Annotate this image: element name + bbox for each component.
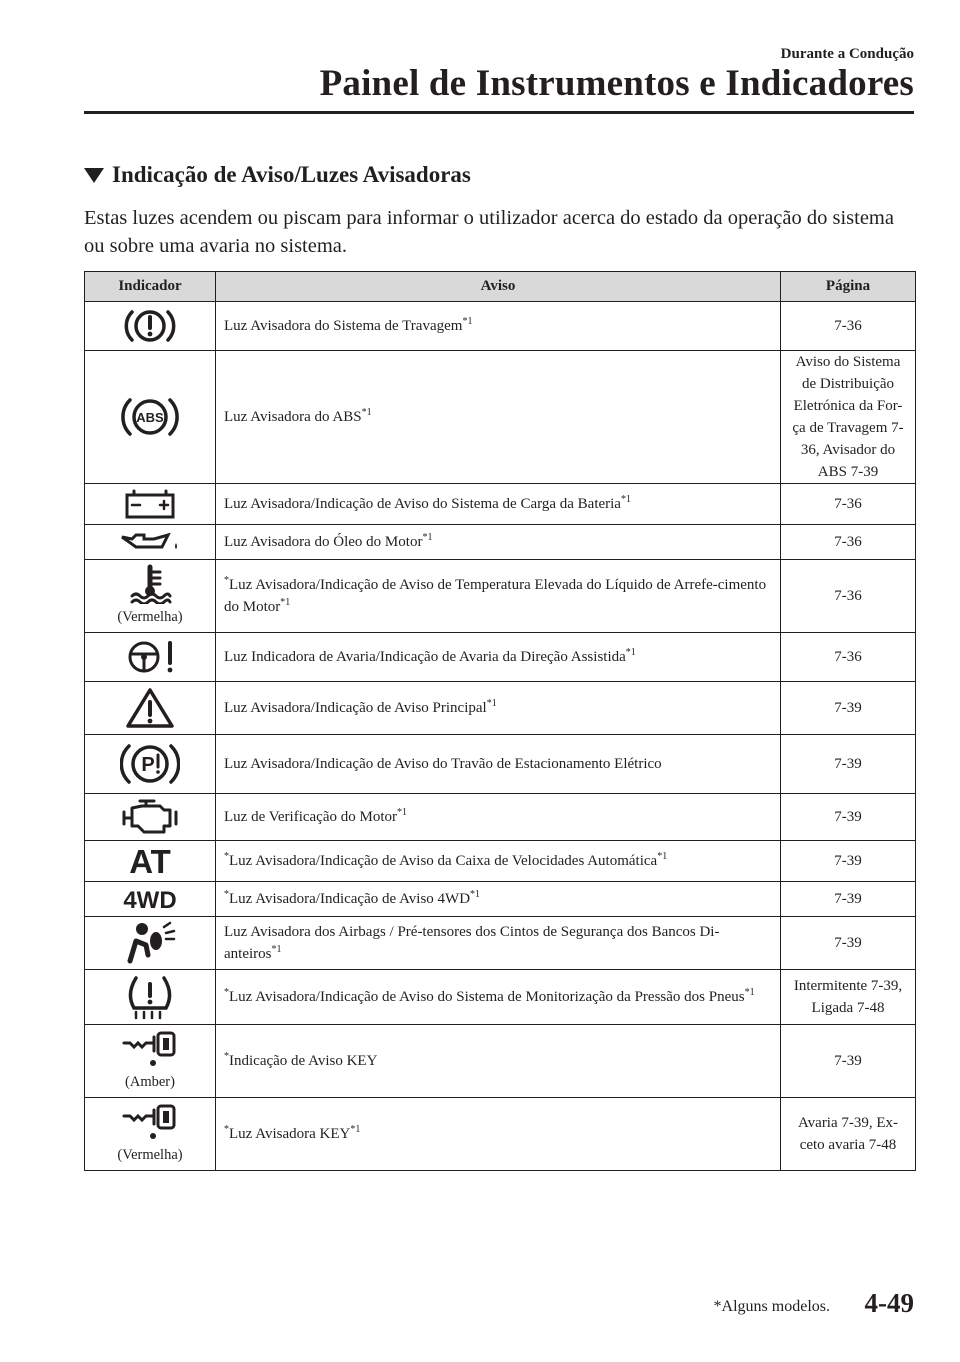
indicator-cell [85, 633, 216, 682]
indicator-cell [85, 1025, 216, 1098]
indicator-cell [85, 351, 216, 484]
table-row [85, 351, 916, 484]
master-warning-icon [124, 699, 176, 715]
footnote: *Alguns modelos. [713, 1298, 830, 1315]
table-row [85, 882, 916, 917]
table-row [85, 735, 916, 794]
warning-text: Luz Avisadora do ABS [224, 409, 362, 425]
running-header-chapter: Painel de Instrumentos e Indicadores [319, 63, 914, 104]
battery-icon [122, 495, 178, 511]
warning-text: Luz Avisadora/Indicação de Aviso do Travão de Estacionamento Elétrico [224, 756, 662, 772]
page-reference: 7-39 [781, 682, 916, 735]
table-row [85, 302, 916, 351]
footnote-ref: *1 [744, 987, 755, 998]
svg-text:P: P [141, 754, 155, 776]
4wd-icon [118, 887, 182, 912]
svg-text:AT: AT [129, 845, 171, 877]
page-reference: 7-39 [781, 841, 916, 882]
some-models-mark: * [224, 575, 229, 586]
page-reference: 7-36 [781, 560, 916, 633]
indicator-color-caption: (Vermelha) [117, 609, 183, 625]
warning-text: Luz Avisadora KEY [229, 1126, 351, 1142]
page-reference: 7-36 [781, 302, 916, 351]
table-row [85, 560, 916, 633]
indicator-cell [85, 917, 216, 970]
table-row [85, 633, 916, 682]
at-icon [118, 845, 182, 877]
table-row [85, 525, 916, 560]
key-icon [120, 1113, 180, 1129]
table-row [85, 917, 916, 970]
header-warning: Aviso [216, 272, 781, 302]
abs-warning-icon [119, 408, 181, 424]
footnote-ref: *1 [280, 597, 291, 608]
warning-cell [216, 302, 781, 351]
indicator-color-caption: (Vermelha) [117, 1147, 183, 1163]
warning-cell [216, 633, 781, 682]
warning-cell [216, 1098, 781, 1171]
footnote-ref: *1 [486, 698, 497, 709]
page-reference: Avaria 7-39, Ex-ceto avaria 7-48 [781, 1098, 916, 1171]
key-icon [120, 1040, 180, 1056]
page-reference: 7-39 [781, 917, 916, 970]
page-reference: 7-39 [781, 735, 916, 794]
warning-cell [216, 917, 781, 970]
intro-paragraph: Estas luzes acendem ou piscam para informar o utilizador acerca do estado da operação do sistema ou sobre uma avaria no sistema. [84, 207, 894, 257]
table-row [85, 794, 916, 841]
triangle-bullet-icon [84, 168, 104, 183]
header-rule [84, 111, 914, 114]
footnote-ref: *1 [397, 807, 407, 818]
table-header-row [85, 272, 916, 302]
table-row [85, 841, 916, 882]
steering-wheel-icon [120, 648, 180, 664]
warning-text: Luz Indicadora de Avaria/Indicação de Avaria da Direção Assistida [224, 649, 626, 665]
section-title [84, 162, 471, 188]
warning-text: Luz Avisadora/Indicação de Aviso de Temperatura Elevada do Líquido de Arrefe-cimento do Motor [224, 577, 767, 615]
some-models-mark: * [224, 1124, 229, 1135]
warning-text: Luz Avisadora do Sistema de Travagem [224, 318, 463, 334]
tire-pressure-icon [122, 988, 178, 1004]
some-models-mark: * [224, 889, 229, 900]
warning-cell [216, 682, 781, 735]
oil-can-icon [118, 533, 182, 549]
warning-text: Luz Avisadora dos Airbags / Pré-tensores dos Cintos de Segurança dos Bancos Di-anteiros [224, 924, 720, 962]
svg-text:4WD: 4WD [123, 887, 177, 912]
indicator-cell [85, 735, 216, 794]
warning-lights-table [84, 271, 916, 1171]
page-reference: Aviso do Sistema de Distribuição Eletrónica da For-ça de Travagem 7-36, Avisador do ABS 7-39 [781, 351, 916, 484]
indicator-color-caption: (Amber) [125, 1074, 175, 1090]
footnote-ref: *1 [625, 647, 636, 658]
warning-cell [216, 525, 781, 560]
indicator-cell [85, 560, 216, 633]
footnote-ref: *1 [361, 407, 372, 418]
indicator-cell [85, 682, 216, 735]
footnote-ref: *1 [422, 532, 433, 543]
parking-brake-icon [120, 754, 180, 776]
airbag-icon [122, 934, 178, 950]
coolant-temp-icon [128, 575, 172, 591]
footnote-ref: *1 [657, 851, 668, 862]
warning-cell [216, 351, 781, 484]
footnote-ref: *1 [470, 889, 481, 900]
footnote-ref: *1 [620, 494, 631, 505]
table-row [85, 1025, 916, 1098]
page-reference: 7-39 [781, 882, 916, 917]
warning-cell [216, 484, 781, 525]
some-models-mark: * [224, 851, 229, 862]
indicator-cell [85, 882, 216, 917]
page-reference: 7-36 [781, 484, 916, 525]
warning-text: Luz Avisadora/Indicação de Aviso da Caixa de Velocidades Automática [229, 853, 658, 869]
some-models-mark: * [224, 1051, 229, 1062]
warning-text: Luz Avisadora do Óleo do Motor [224, 534, 423, 550]
warning-cell [216, 882, 781, 917]
warning-text: Luz Avisadora/Indicação de Aviso 4WD [229, 891, 471, 907]
page-reference: 7-39 [781, 1025, 916, 1098]
footnote-ref: *1 [350, 1124, 361, 1135]
brake-warning-icon [122, 317, 178, 333]
running-header-section: Durante a Condução [780, 46, 914, 62]
indicator-cell [85, 484, 216, 525]
svg-text:ABS: ABS [136, 410, 164, 425]
page-reference: 7-36 [781, 633, 916, 682]
table-row [85, 484, 916, 525]
warning-text: Luz de Verificação do Motor [224, 809, 397, 825]
warning-cell [216, 841, 781, 882]
table-row [85, 970, 916, 1025]
section-title-text: Indicação de Aviso/Luzes Avisadoras [112, 162, 471, 187]
some-models-mark: * [224, 987, 229, 998]
page-reference: 7-39 [781, 794, 916, 841]
indicator-cell [85, 970, 216, 1025]
indicator-cell [85, 1098, 216, 1171]
page-reference: 7-36 [781, 525, 916, 560]
warning-text: Luz Avisadora/Indicação de Aviso do Sistema de Monitorização da Pressão dos Pneus [229, 989, 745, 1005]
warning-text: Luz Avisadora/Indicação de Aviso do Sistema de Carga da Bateria [224, 496, 621, 512]
warning-cell [216, 970, 781, 1025]
table-row [85, 682, 916, 735]
header-indicator: Indicador [85, 272, 216, 302]
header-page: Página [781, 272, 916, 302]
indicator-cell [85, 302, 216, 351]
page-reference: Intermitente 7-39, Ligada 7-48 [781, 970, 916, 1025]
warning-cell [216, 560, 781, 633]
warning-text: Indicação de Aviso KEY [229, 1053, 378, 1069]
footnote-ref: *1 [462, 316, 473, 327]
page-number: 4-49 [864, 1288, 914, 1318]
warning-cell [216, 1025, 781, 1098]
indicator-cell [85, 525, 216, 560]
footnote-ref: *1 [271, 944, 282, 955]
check-engine-icon [120, 808, 180, 824]
table-row [85, 1098, 916, 1171]
indicator-cell [85, 794, 216, 841]
warning-cell [216, 794, 781, 841]
warning-text: Luz Avisadora/Indicação de Aviso Principal [224, 700, 487, 716]
indicator-cell [85, 841, 216, 882]
warning-cell [216, 735, 781, 794]
